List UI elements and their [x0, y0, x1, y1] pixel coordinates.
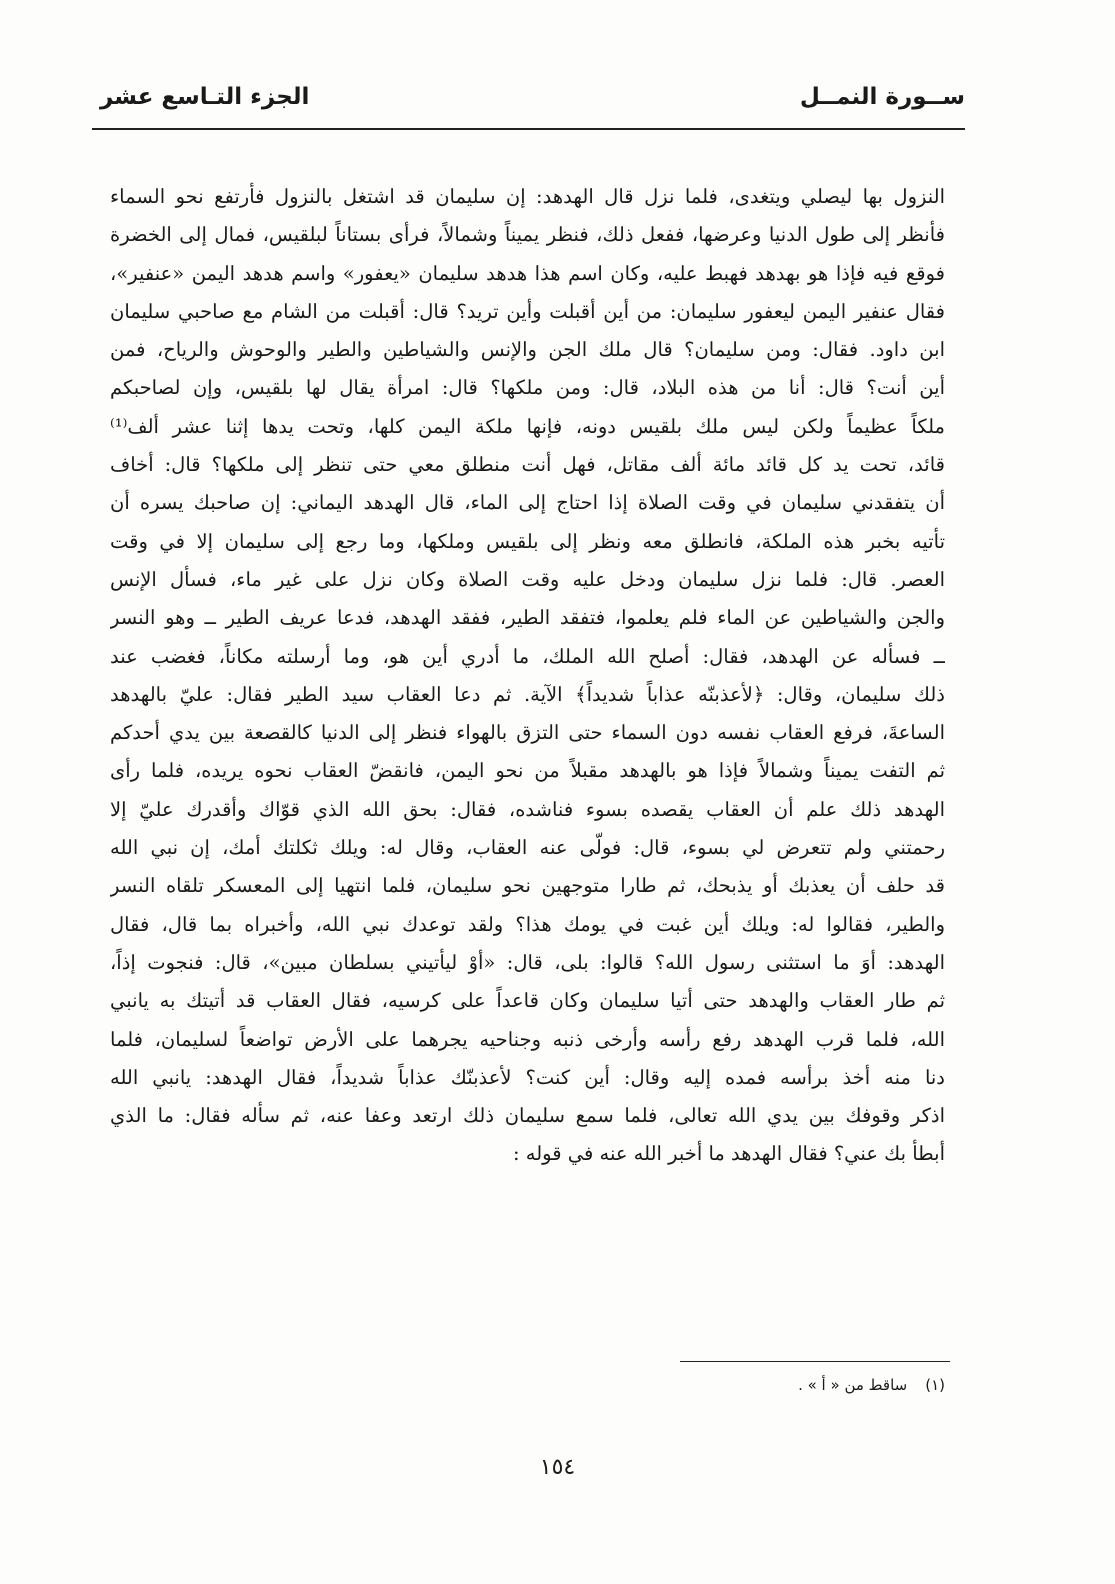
text-line: ابن داود. فقال: ومن سليمان؟ قال ملك الجن والإنس والشياطين والطير والوحوش والرياح، فمن	[110, 338, 945, 362]
text-line: فوقع فيه فإذا هو بهدهد فهبط عليه، وكان اسم هذا هدهد سليمان «يعفور» واسم هدهد اليمن «عنفير»،	[110, 261, 945, 285]
text-line: ملكاً عظيماً ولكن ليس ملك بلقيس دونه، فإنها ملكة اليمن كلها، وتحت يدها إثنا عشر ألف⁽¹⁾	[110, 414, 945, 438]
text-line: دنا منه أخذ برأسه فمده إليه وقال: أين كنت؟ لأعذبنّك عذاباً شديداً، فقال الهدهد: يانبي الله	[110, 1065, 945, 1089]
juz-title: الجزء التـاسع عشر	[100, 84, 310, 110]
text-line: العصر. قال: فلما نزل سليمان ودخل عليه وقت الصلاة وكان نزل على غير ماء، فسأل الإنس	[110, 567, 945, 591]
text-line: الهدهد: أوَ ما استثنى رسول الله؟ قالوا: بلى، قال: «أوْ ليأتيني بسلطان مبين»، قال: فنجوت إذاً،	[110, 950, 945, 974]
footnote-divider	[680, 1361, 950, 1362]
text-line: قد حلف أن يعذبك أو يذبحك، ثم طارا متوجهين نحو سليمان، فلما انتهيا إلى المعسكر تلقاه النسر	[110, 874, 945, 898]
text-line: الهدهد ذلك علم أن العقاب يقصده بسوء فناشده، فقال: بحق الله الذي قوّاك وأقدرك عليّ إلا	[110, 797, 945, 821]
text-line: أين أنت؟ قال: أنا من هذه البلاد، قال: ومن ملكها؟ قال: امرأة يقال لها بلقيس، وإن لصاحبكم	[110, 376, 945, 400]
text-line: ثم التفت يميناً وشمالاً فإذا هو بالهدهد مقبلاً من نحو اليمن، فانقضّ العقاب نحوه يريده، فلما رأى	[110, 759, 945, 783]
body-text	[110, 178, 945, 1174]
text-line: ذلك سليمان، وقال: ﴿لأعذبنّه عذاباً شديداً﴾ الآية. ثم دعا العقاب سيد الطير فقال: عليّ بالهدهد	[110, 682, 945, 706]
text-line: ثم طار العقاب والهدهد حتى أتيا سليمان وكان قاعداً على كرسيه، فقال العقاب قد أتيتك به يانبي	[110, 989, 945, 1013]
footnote-number: (١)	[925, 1376, 945, 1394]
text-line: النزول بها ليصلي ويتغدى، فلما نزل قال الهدهد: إن سليمان قد اشتغل بالنزول فأرتفع نحو السماء	[110, 185, 945, 208]
text-line: الساعةَ، فرفع العقاب نفسه دون السماء حتى التزق بالهواء فنظر إلى الدنيا كالقصعة بين يدي أحدكم	[110, 721, 945, 745]
text-line: فقال عنفير اليمن ليعفور سليمان: من أين أقبلت وأين تريد؟ قال: أقبلت من الشام مع صاحبي سليمان	[110, 299, 945, 323]
text-line: أبطأ بك عني؟ فقال الهدهد ما أخبر الله عنه في قوله :	[512, 1142, 945, 1166]
text-line: والطير، فقالوا له: ويلك أين غبت في يومك هذا؟ ولقد توعدك نبي الله، وأخبراه بما قال، فقال	[110, 912, 945, 936]
text-line: ــ فسأله عن الهدهد، فقال: أصلح الله الملك، ما أدري أين هو، وما أرسلته مكاناً، فغضب عند	[110, 644, 945, 668]
page-number: ١٥٤	[539, 1455, 576, 1480]
running-header	[100, 82, 965, 122]
surah-title: ســورة النمــل	[799, 84, 965, 110]
text-line: تأتيه بخبر هذه الملكة، فانطلق معه ونظر إلى بلقيس وملكها، وما رجع إلى سليمان إلا في وقت	[110, 529, 945, 553]
header-divider	[92, 128, 965, 130]
text-line: فأنظر إلى طول الدنيا وعرضها، ففعل ذلك، فنظر يميناً وشمالاً، فرأى بستاناً لبلقيس، فمال إلى الخضرة	[110, 223, 945, 247]
footnote	[798, 1376, 945, 1394]
text-line: والجن والشياطين عن الماء فلم يعلموا، فتفقد الطير، ففقد الهدهد، فدعا عريف الطير ــ وهو النسر	[110, 606, 945, 630]
text-line: رحمتني ولم تتعرض لي بسوء، قال: فولّى عنه العقاب، وقال له: ويلك ثكلتك أمك، إن نبي الله	[110, 836, 945, 860]
text-line: الله، فلما قرب الهدهد رفع رأسه وأرخى ذنبه وجناحيه يجرهما على الأرض تواضعاً لسليمان، فلما	[110, 1027, 945, 1051]
text-line: أن يتفقدني سليمان في وقت الصلاة إذا احتاج إلى الماء، قال الهدهد اليماني: إن صاحبك يسره أن	[110, 491, 945, 515]
text-line: قائد، تحت يد كل قائد مائة ألف مقاتل، فهل أنت منطلق معي حتى تنظر إلى ملكها؟ قال: أخاف	[110, 453, 945, 477]
text-line: اذكر وقوفك بين يدي الله تعالى، فلما سمع سليمان ذلك ارتعد وعفا عنه، ثم سأله فقال: ما الذي	[110, 1104, 945, 1128]
footnote-text: ساقط من « أ » .	[798, 1376, 908, 1394]
